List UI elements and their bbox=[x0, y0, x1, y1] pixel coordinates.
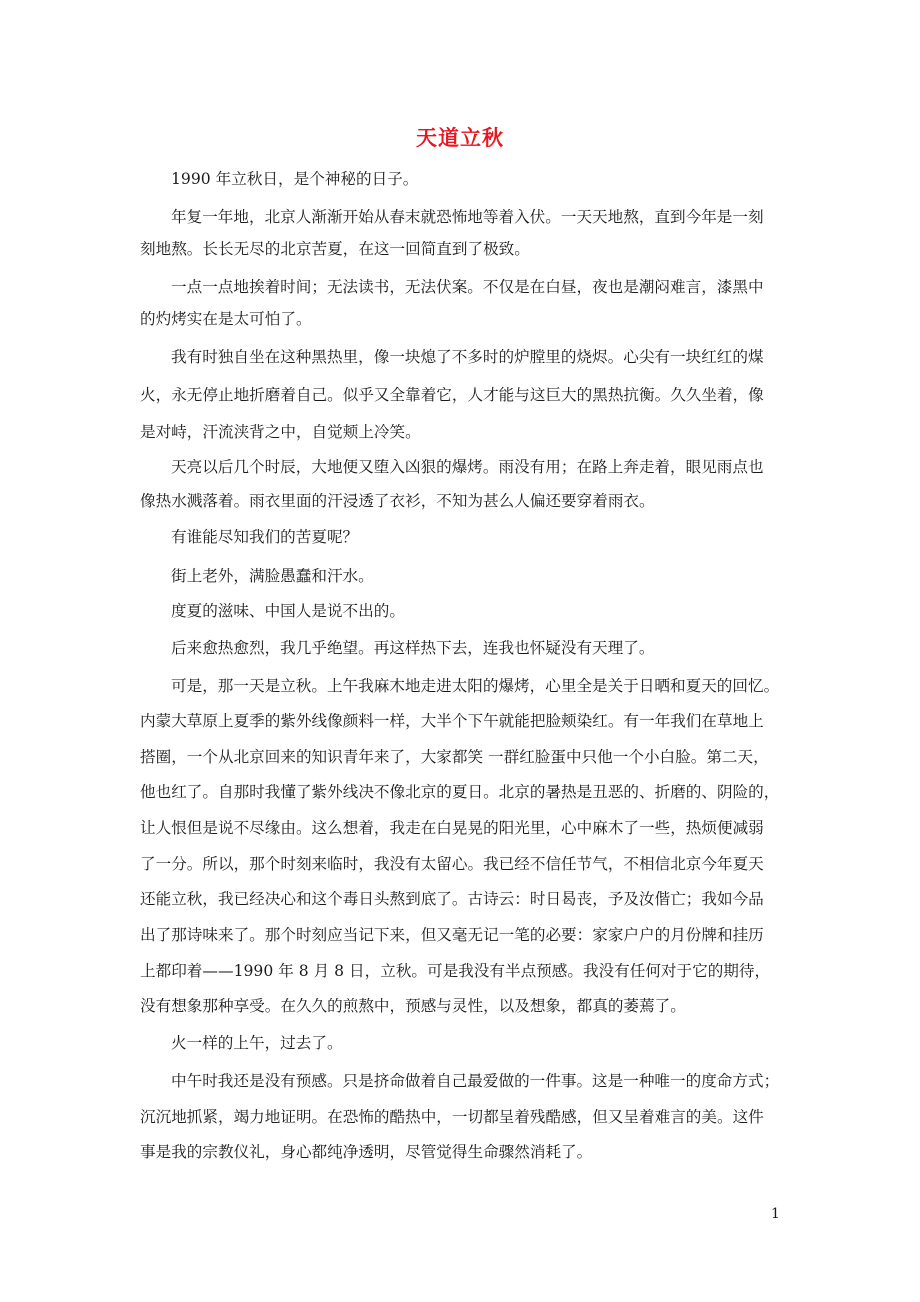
text-line: 是对峙，汗流浃背之中，自觉颊上冷笑。 bbox=[140, 423, 421, 441]
text-line: 了一分。所以，那个时刻来临时，我没有太留心。我已经不信任节气，不相信北京今年夏天 bbox=[140, 855, 764, 873]
text-line: 让人恨但是说不尽缘由。这么想着，我走在白晃晃的阳光里，心中麻木了一些，热烦便减弱 bbox=[140, 819, 764, 837]
text-line: 沉沉地抓紧，竭力地证明。在恐怖的酷热中，一切都呈着残酷感，但又呈着难言的美。这件 bbox=[140, 1108, 764, 1126]
text-line: 还能立秋，我已经决心和这个毒日头熬到底了。古诗云：时日曷丧，予及汝偕亡；我如今品 bbox=[140, 890, 764, 908]
text-line: 刻地熬。长长无尽的北京苦夏，在这一回简直到了极致。 bbox=[140, 240, 530, 258]
text-line: 火，永无停止地折磨着自己。似乎又全靠着它，人才能与这巨大的黑热抗衡。久久坐着，像 bbox=[140, 386, 764, 404]
text-line: 像热水溅落着。雨衣里面的汗浸透了衣衫，不知为甚么人偏还要穿着雨衣。 bbox=[140, 492, 655, 510]
text-line: 我有时独自坐在这种黑热里，像一块熄了不多时的炉膛里的烧烬。心尖有一块红红的煤 bbox=[171, 348, 764, 366]
text-line: 一点一点地挨着时间；无法读书，无法伏案。不仅是在白昼，夜也是潮闷难言，漆黑中 bbox=[171, 278, 764, 296]
text-line: 的灼烤实在是太可怕了。 bbox=[140, 310, 312, 328]
page-number: 1 bbox=[771, 1206, 780, 1222]
text-line: 后来愈热愈烈，我几乎绝望。再这样热下去，连我也怀疑没有天理了。 bbox=[171, 639, 655, 657]
text-line: 没有想象那种享受。在久久的煎熬中，预感与灵性，以及想象，都真的萎蔫了。 bbox=[140, 997, 686, 1015]
text-line: 有谁能尽知我们的苦夏呢？ bbox=[171, 528, 359, 546]
text-line: 上都印着——1990 年 8 月 8 日，立秋。可是我没有半点预感。我没有任何对于它的期待， bbox=[140, 962, 771, 980]
text-line: 1990 年立秋日，是个神秘的日子。 bbox=[171, 170, 419, 188]
text-line: 火一样的上午，过去了。 bbox=[171, 1034, 343, 1052]
text-line: 出了那诗味来了。那个时刻应当记下来，但又毫无记一笔的必要：家家户户的月份牌和挂历 bbox=[140, 926, 764, 944]
text-line: 中午时我还是没有预感。只是挤命做着自己最爱做的一件事。这是一种唯一的度命方式； bbox=[171, 1072, 780, 1090]
document-title: 天道立秋 bbox=[416, 125, 504, 150]
text-line: 搭圈，一个从北京回来的知识青年来了，大家都笑 一群红脸蛋中只他一个小白脸。第二天， bbox=[140, 748, 769, 766]
text-line: 街上老外，满脸愚蠢和汗水。 bbox=[171, 567, 374, 585]
text-line: 他也红了。自那时我懂了紫外线决不像北京的夏日。北京的暑热是丑恶的、折磨的、阴险的， bbox=[140, 783, 780, 801]
text-line: 度夏的滋味、中国人是说不出的。 bbox=[171, 602, 405, 620]
text-line: 事是我的宗教仪礼，身心都纯净透明，尽管觉得生命骤然消耗了。 bbox=[140, 1143, 593, 1161]
text-line: 年复一年地，北京人渐渐开始从春末就恐怖地等着入伏。一天天地熬，直到今年是一刻 bbox=[171, 208, 764, 226]
text-line: 内蒙大草原上夏季的紫外线像颜料一样，大半个下午就能把脸颊染红。有一年我们在草地上 bbox=[140, 712, 764, 730]
text-line: 天亮以后几个时辰，大地便又堕入凶狠的爆烤。雨没有用；在路上奔走着，眼见雨点也 bbox=[171, 458, 764, 476]
text-line: 可是，那一天是立秋。上午我麻木地走进太阳的爆烤，心里全是关于日晒和夏天的回忆。 bbox=[171, 677, 780, 695]
